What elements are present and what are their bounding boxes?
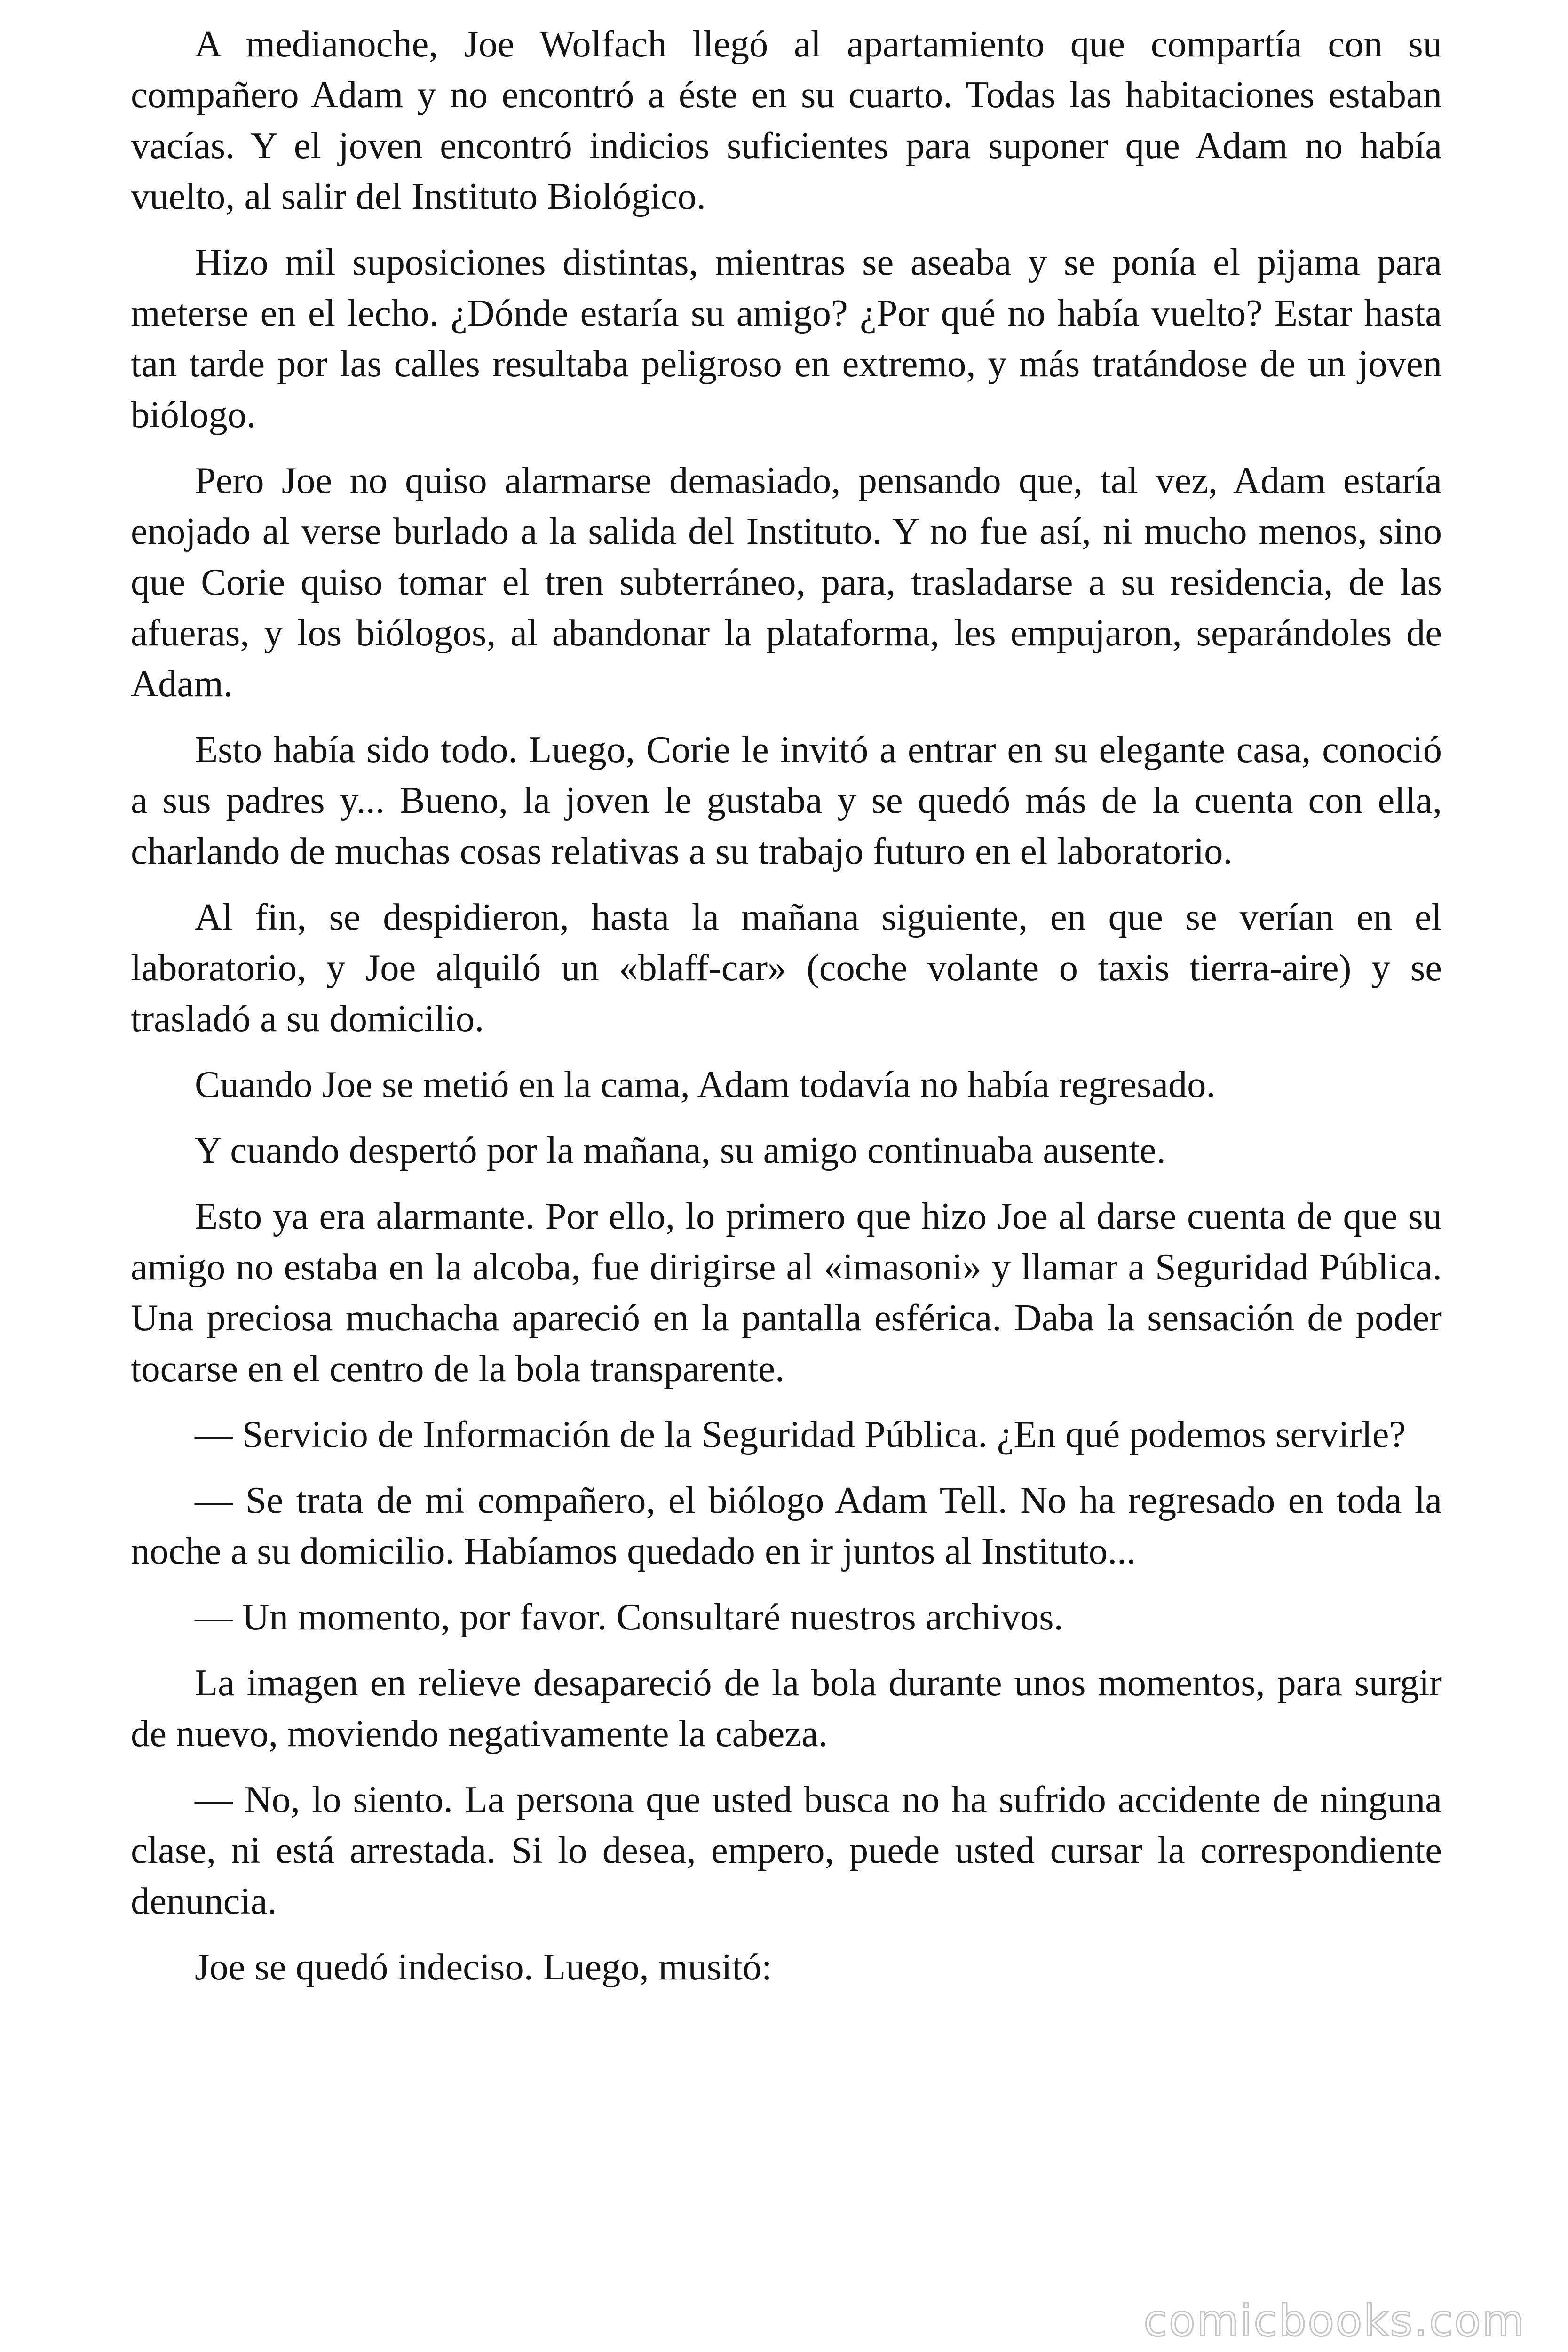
book-page — [131, 19, 1442, 2008]
paragraph-7: Y cuando despertó por la mañana, su amigo continuaba ausente. — [195, 1129, 1166, 1171]
dialogue-2: — Se trata de mi compañero, el biólogo Adam Tell. No ha regresado en toda la noche a su domicilio. Habíamos quedado en ir juntos al Instituto... — [131, 1479, 1442, 1572]
dialogue-3: — Un momento, por favor. Consultaré nuestros archivos. — [195, 1596, 1063, 1638]
paragraph-3: Pero Joe no quiso alarmarse demasiado, pensando que, tal vez, Adam estaría enojado al verse burlado a la salida del Instituto. Y no fue así, ni mucho menos, sino que Corie quiso tomar el tren subterráneo, para, trasladarse a su residencia, de las afueras, y los biólogos, al abandonar la plataforma, les empujaron, separándoles de Adam. — [131, 460, 1442, 705]
paragraph-8: Esto ya era alarmante. Por ello, lo primero que hizo Joe al darse cuenta de que su amigo no estaba en la alcoba, fue dirigirse al «imasoni» y llamar a Seguridad Pública. Una preciosa muchacha apareció en la pantalla esférica. Daba la sensación de poder tocarse en el centro de la bola transparente. — [131, 1195, 1442, 1390]
watermark: comicbooks.com — [1143, 2296, 1526, 2346]
dialogue-4: — No, lo siento. La persona que usted busca no ha sufrido accidente de ninguna clase, ni está arrestada. Si lo desea, empero, puede usted cursar la correspondiente denuncia. — [131, 1779, 1442, 1922]
paragraph-6: Cuando Joe se metió en la cama, Adam todavía no había regresado. — [195, 1064, 1216, 1105]
paragraph-10: Joe se quedó indeciso. Luego, musitó: — [195, 1946, 772, 1988]
paragraph-5: Al fin, se despidieron, hasta la mañana siguiente, en que se verían en el laboratorio, y Joe alquiló un «blaff-car» (coche volante o taxis tierra-aire) y se trasladó a su domicilio. — [131, 896, 1442, 1040]
dialogue-1: — Servicio de Información de la Seguridad Pública. ¿En qué podemos servirle? — [195, 1414, 1406, 1455]
paragraph-9: La imagen en relieve desapareció de la bola durante unos momentos, para surgir de nuevo, moviendo negativamente la cabeza. — [131, 1662, 1442, 1755]
paragraph-2: Hizo mil suposiciones distintas, mientras se aseaba y se ponía el pijama para meterse en el lecho. ¿Dónde estaría su amigo? ¿Por qué no había vuelto? Estar hasta tan tarde por las calles resultaba peligroso en extremo, y más tratándose de un joven biólogo. — [131, 241, 1442, 436]
paragraph-1: A medianoche, Joe Wolfach llegó al apartamiento que compartía con su compañero Adam y no encontró a éste en su cuarto. Todas las habitaciones estaban vacías. Y el joven encontró indicios suficientes para suponer que Adam no había vuelto, al salir del Instituto Biológico. — [131, 23, 1442, 217]
paragraph-4: Esto había sido todo. Luego, Corie le invitó a entrar en su elegante casa, conoció a sus padres y... Bueno, la joven le gustaba y se quedó más de la cuenta con ella, charlando de muchas cosas relativas a su trabajo futuro en el laboratorio. — [131, 729, 1442, 872]
